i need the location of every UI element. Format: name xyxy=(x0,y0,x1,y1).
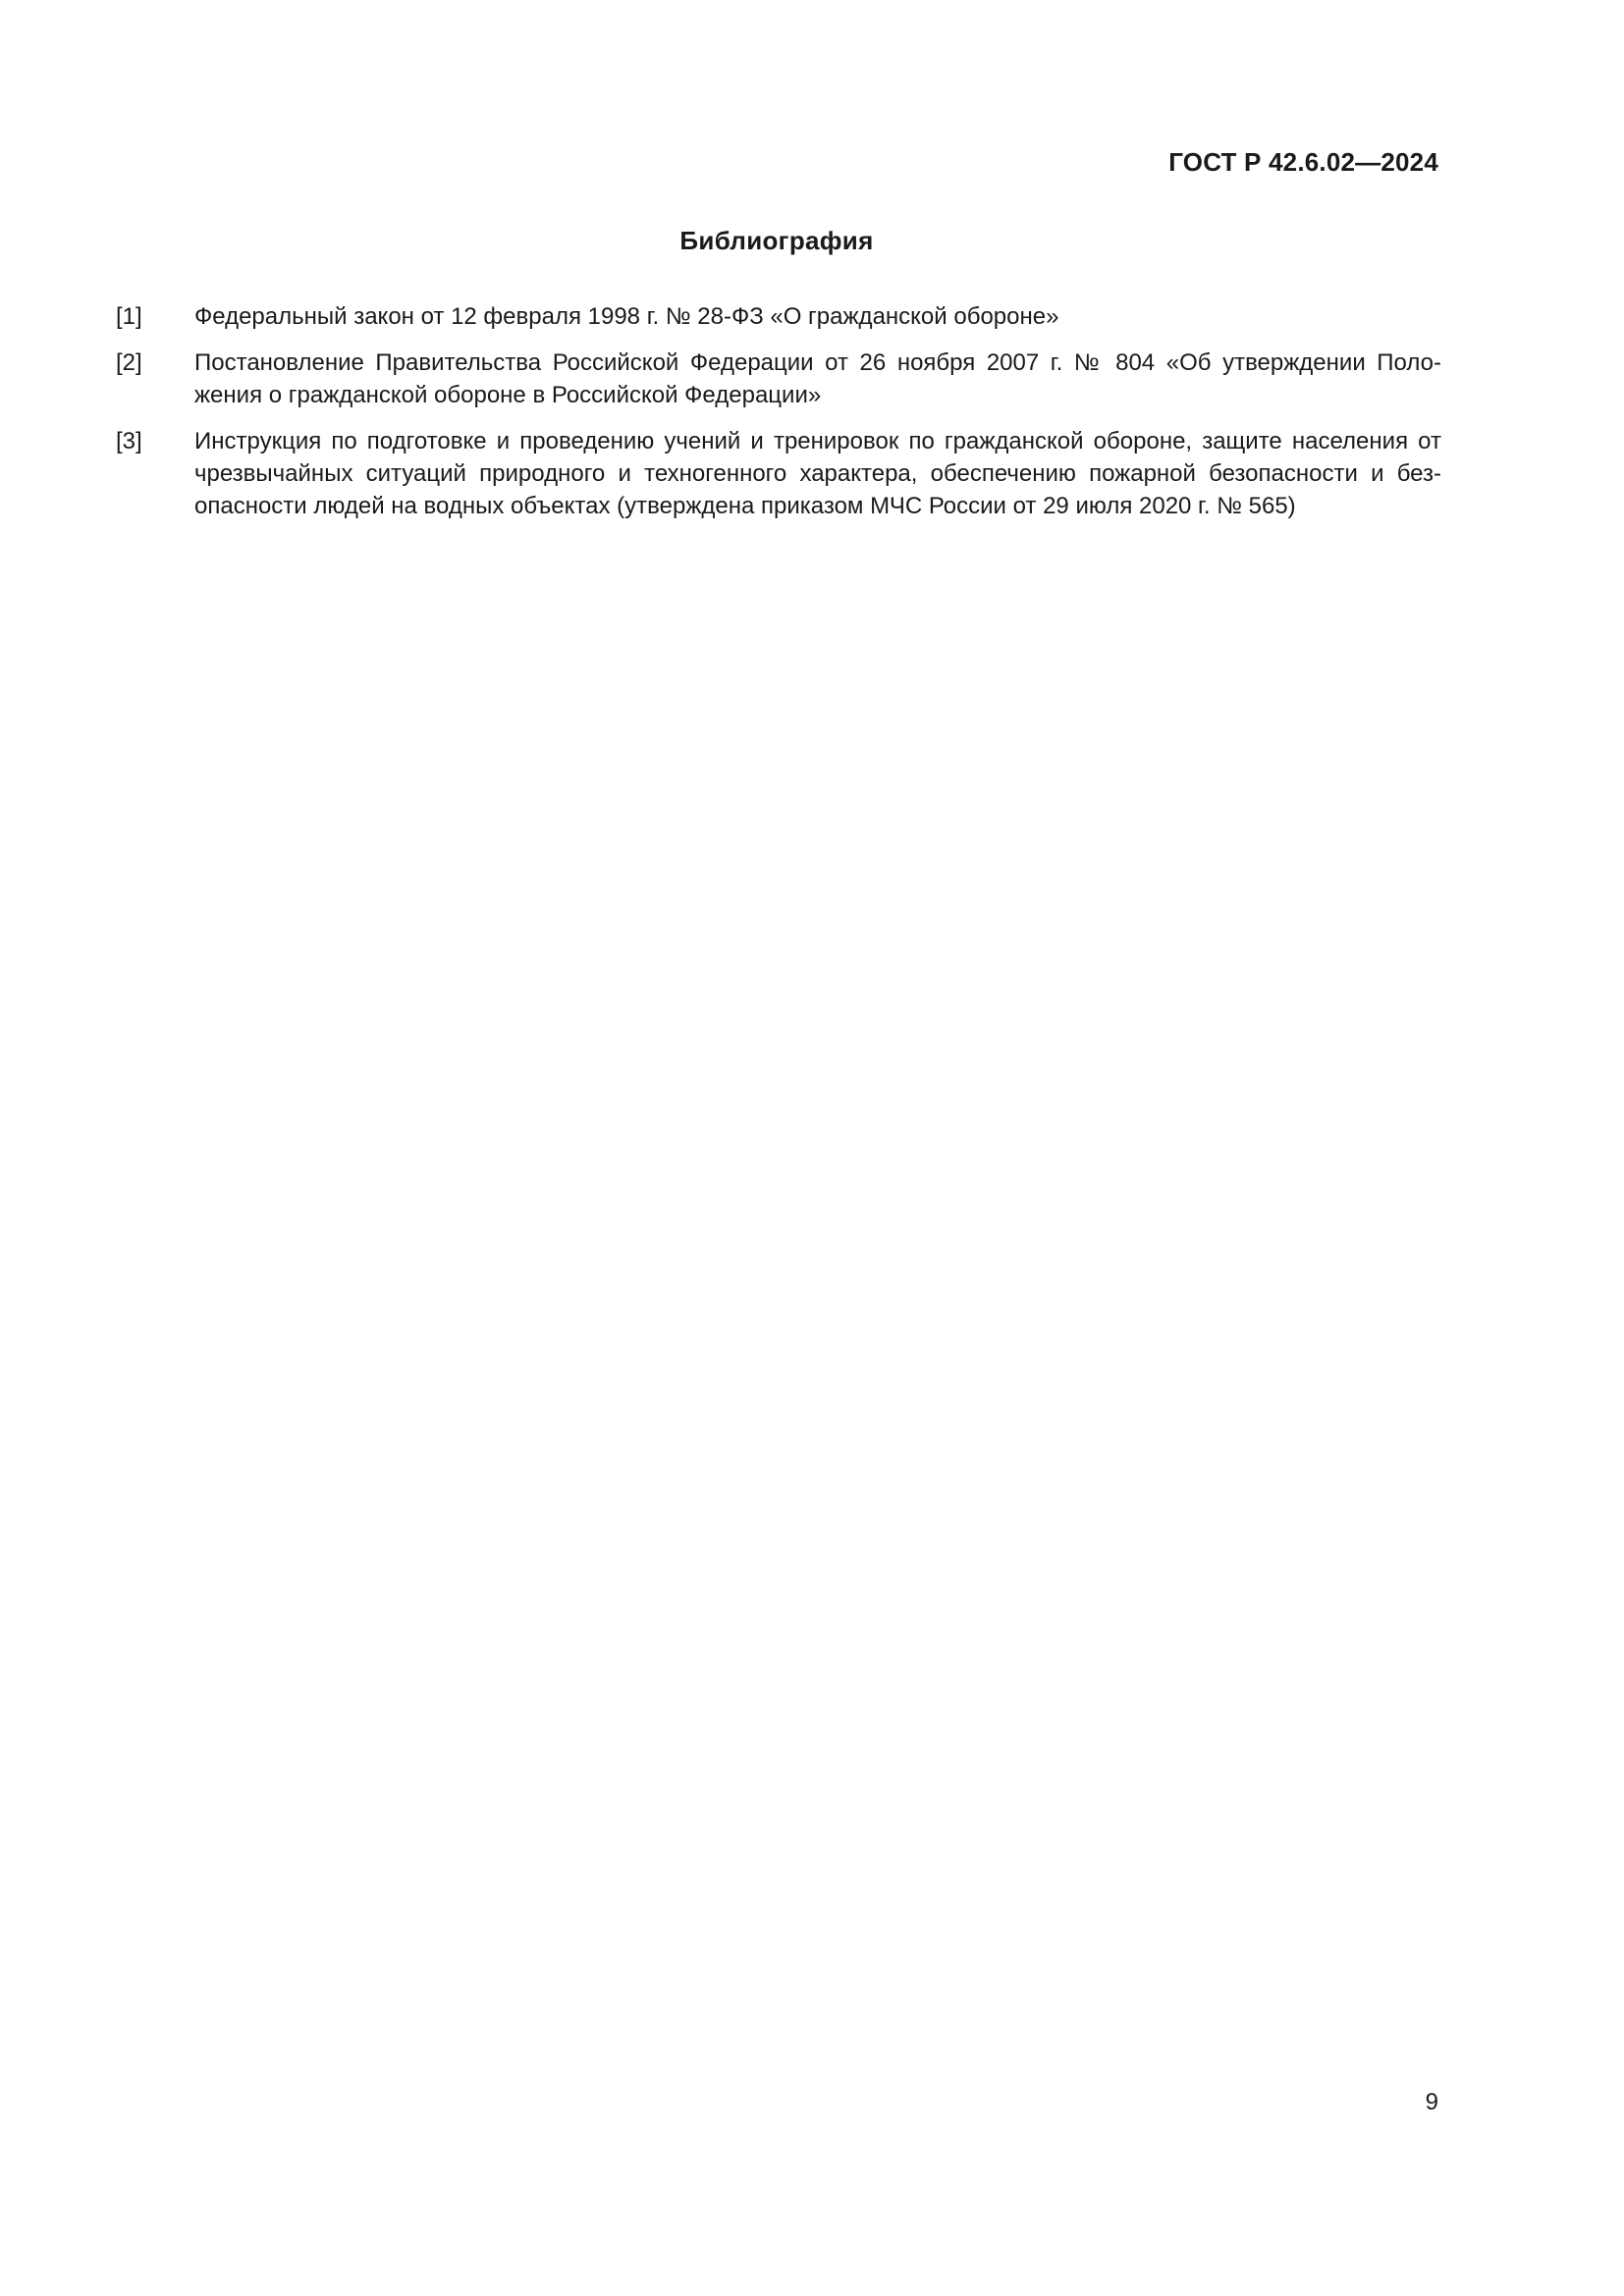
bibliography-item xyxy=(116,347,1441,411)
bibliography-item-number: [2] xyxy=(116,349,142,376)
bibliography-item xyxy=(116,300,1441,333)
bibliography-item-number: [3] xyxy=(116,428,142,454)
bibliography-item-line: чрезвычайных ситуаций природного и техногенного характера, обеспечению пожарной безопасности и без- xyxy=(194,460,1441,487)
bibliography-item-line: Постановление Правительства Российской Федерации от 26 ноября 2007 г. № 804 «Об утверждении Поло- xyxy=(194,349,1441,376)
bibliography-item-line: Инструкция по подготовке и проведению учений и тренировок по гражданской обороне, защите населения от xyxy=(194,428,1441,454)
bibliography-item-text xyxy=(194,300,1441,333)
bibliography-item-line: Федеральный закон от 12 февраля 1998 г. № 28-ФЗ «О гражданской обороне» xyxy=(194,303,1059,330)
document-standard-id: ГОСТ Р 42.6.02—2024 xyxy=(1168,147,1438,177)
bibliography-item-line: опасности людей на водных объектах (утверждена приказом МЧС России от 29 июля 2020 г. № 565) xyxy=(194,493,1296,519)
section-title: Библиография xyxy=(679,226,874,255)
bibliography-item-line: жения о гражданской обороне в Российской Федерации» xyxy=(194,382,822,408)
bibliography-item-text xyxy=(194,347,1441,411)
bibliography-item-text xyxy=(194,425,1441,522)
bibliography-list xyxy=(116,300,1441,536)
bibliography-item-number: [1] xyxy=(116,303,142,330)
bibliography-item xyxy=(116,425,1441,522)
page-number: 9 xyxy=(1425,2089,1438,2115)
